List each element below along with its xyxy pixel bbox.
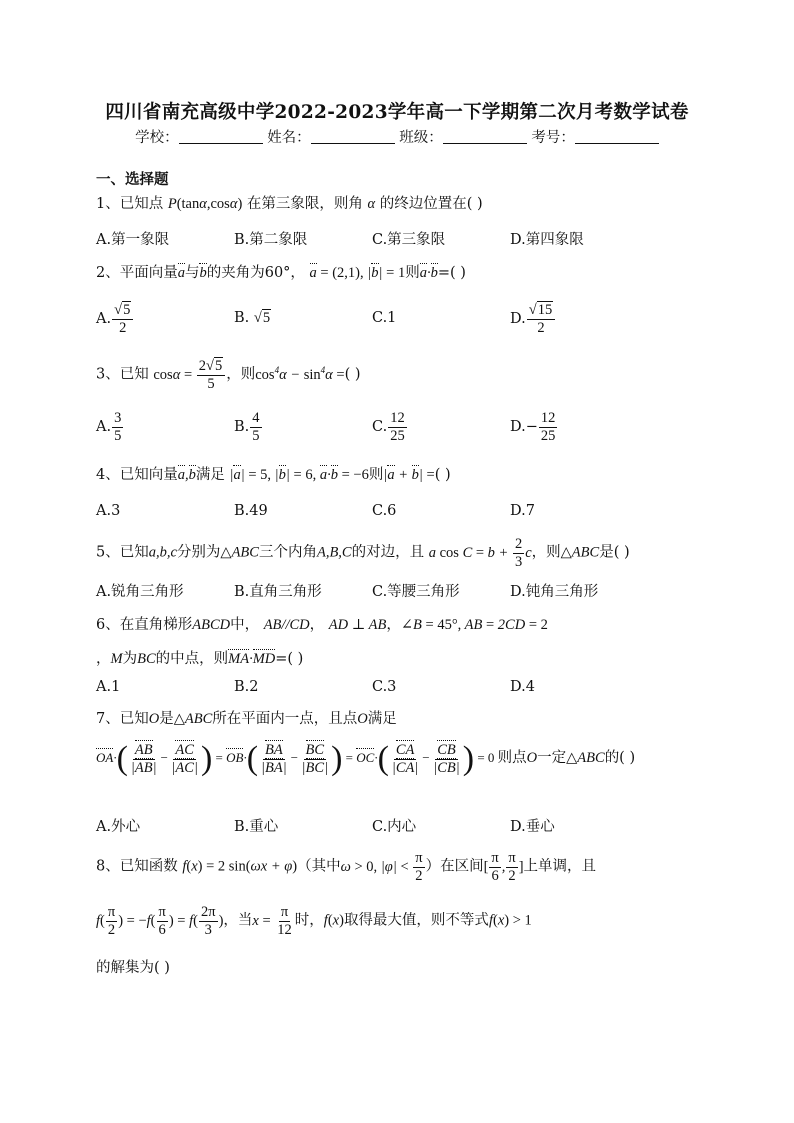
school-field[interactable]	[179, 129, 263, 144]
number-label: 考号：	[531, 130, 575, 146]
class-field[interactable]	[443, 129, 527, 144]
math-expr: f(x) = 2 sin(ωx + φ)	[182, 858, 298, 875]
math-expr: AB//CD	[263, 617, 310, 633]
q5-option-b[interactable]: B.直角三角形	[234, 584, 322, 600]
q2-option-c[interactable]: C.1	[372, 310, 397, 326]
q5-option-a[interactable]: A.锐角三角形	[96, 584, 184, 600]
question-6: 6、在直角梯形ABCD中， AB//CD， AD ⊥ AB，∠B = 45°, AB = 2CD = 2	[96, 617, 548, 633]
page-title: 四川省南充高级中学2022-2023学年高一下学期第二次月考数学试卷	[105, 102, 689, 123]
school-label: 学校：	[135, 130, 179, 146]
math-expr: P(tanα,cosα)	[167, 196, 243, 212]
q6-option-b[interactable]: B.2	[234, 679, 259, 695]
q6-option-d[interactable]: D.4	[510, 679, 535, 695]
q1-option-b[interactable]: B.第二象限	[234, 232, 308, 248]
question-7-formula: OA·( $\frac{AB}{|AB|}$ − $\frac{AC}{|AC|}$ ) = OB·( $\frac{BA}{|BA|}$ − $\frac{BC}{|BC|}$ ) = OC·( $\frac{CA}{|CA|}$ − $\frac{CB}{|CB|}$ ) = 0 则点O一定△ABC的( )	[96, 740, 636, 778]
q3-option-c[interactable]: C. $\frac{12}{25}$	[372, 410, 405, 444]
question-7: 7、已知O是△ABC所在平面内一点，且点O满足	[96, 711, 397, 727]
class-label: 班级：	[399, 130, 443, 146]
q7-option-c[interactable]: C.内心	[372, 819, 417, 835]
question-5: 5、已知a,b,c分别为△ABC三个内角A,B,C的对边，且 a cos C = b + $\frac{2}{3}$ c，则△ABC是( )	[96, 536, 630, 570]
q2-option-d[interactable]: D. $\frac{√15}{2}$	[510, 302, 556, 336]
q6-option-a[interactable]: A.1	[96, 679, 121, 695]
math-expr: f( $\frac{\pi}{2}$ ) = −f( $\frac{\pi}{6}$ ) = f( $\frac{2\pi}{3}$ )	[96, 904, 224, 938]
q7-option-b[interactable]: B.重心	[234, 819, 279, 835]
q2-option-a[interactable]: A. $\frac{√5}{2}$	[96, 302, 134, 336]
q4-option-c[interactable]: C.6	[372, 503, 397, 519]
q1-option-c[interactable]: C.第三象限	[372, 232, 446, 248]
question-1: 1、已知点 P(tanα,cosα) 在第三象限，则角 α 的终边位置在( )	[96, 196, 483, 212]
q1-option-d[interactable]: D.第四象限	[510, 232, 584, 248]
q4-option-a[interactable]: A.3	[96, 503, 121, 519]
math-expr: cosα = $\frac{2√5}{5}$	[153, 367, 226, 383]
math-expr: |a| = 5, |b| = 6, a·b = −6	[229, 467, 369, 483]
name-field[interactable]	[311, 129, 395, 144]
q4-option-d[interactable]: D.7	[510, 503, 535, 519]
q3-option-b[interactable]: B. $\frac{4}{5}$	[234, 410, 260, 444]
q3-option-d[interactable]: D.− $\frac{12}{25}$	[510, 410, 556, 444]
question-8-line-2: f( $\frac{\pi}{2}$ ) = −f( $\frac{\pi}{6}$ ) = f( $\frac{2\pi}{3}$ )，当x = $\frac{\pi}{12}$ 时，f(x)取得最大值，则不等式f(x) > 1	[96, 904, 532, 938]
question-3: 3、已知 cosα = $\frac{2√5}{5}$ ，则$\cos^4\alpha - \sin^4\alpha$ =( )	[96, 358, 361, 392]
question-6-line-2: ，M为BC的中点，则MA·MD=( )	[96, 651, 304, 667]
name-label: 姓名：	[267, 130, 311, 146]
q5-option-d[interactable]: D.钝角三角形	[510, 584, 599, 600]
q5-option-c[interactable]: C.等腰三角形	[372, 584, 460, 600]
question-4: 4、已知向量a,b满足 |a| = 5, |b| = 6, a·b = −6则|a + b| =( )	[96, 467, 451, 483]
q6-option-c[interactable]: C.3	[372, 679, 397, 695]
question-2: 2、平面向量a与b的夹角为60°， a = (2,1), |b| = 1则a·b=( )	[96, 265, 466, 281]
math-expr: a = (2,1), |b| = 1	[309, 265, 406, 281]
q7-option-d[interactable]: D.垂心	[510, 819, 555, 835]
question-8-line-3: 的解集为( )	[96, 960, 170, 976]
q2-option-b[interactable]: B. √5	[234, 310, 271, 326]
math-expr: a cos C = b + $\frac{2}{3}$ c	[428, 536, 532, 570]
q7-option-a[interactable]: A.外心	[96, 819, 141, 835]
q4-option-b[interactable]: B.49	[234, 503, 268, 519]
section-heading: 一、选择题	[96, 171, 169, 188]
question-8: 8、已知函数 f(x) = 2 sin(ωx + φ)（其中ω > 0, |φ| < $\frac{\pi}{2}$ ）在区间[ $\frac{\pi}{6}$ , $\frac{\pi}{2}$ ]上单调，且	[96, 850, 597, 884]
q1-option-a[interactable]: A.第一象限	[96, 232, 170, 248]
student-info-row	[0, 126, 794, 147]
number-field[interactable]	[575, 129, 659, 144]
q3-option-a[interactable]: A. $\frac{3}{5}$	[96, 410, 122, 444]
math-expr: OA·( $\frac{AB}{|AB|}$ − $\frac{AC}{|AC|}$ ) = OB·( $\frac{BA}{|BA|}$ − $\frac{BC}{|BC|}$ ) = OC·( $\frac{CA}{|CA|}$ − $\frac{CB}{|CB|}$ ) = 0	[96, 740, 495, 778]
